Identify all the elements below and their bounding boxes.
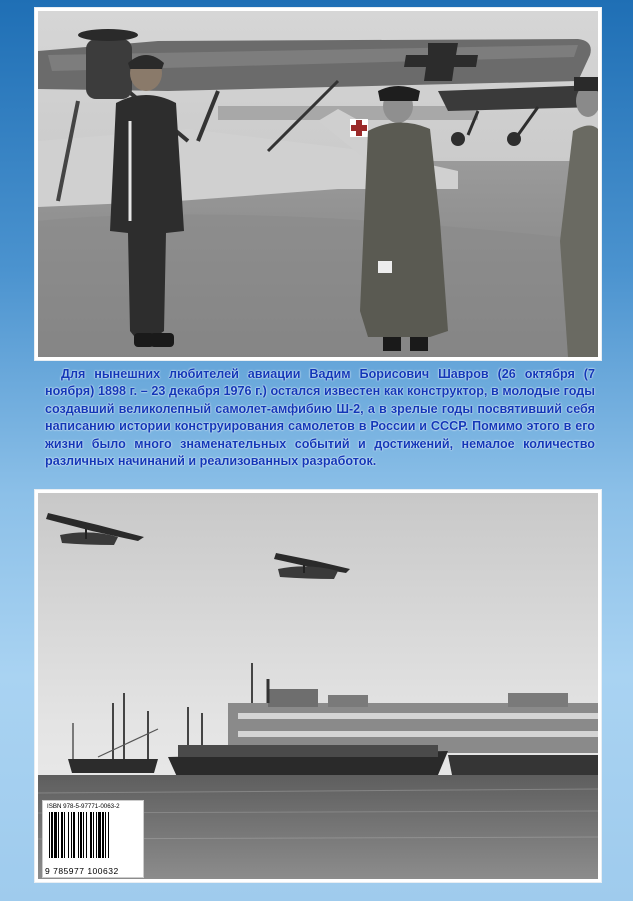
barcode-bar xyxy=(86,812,87,858)
barcode-digits: 9 785977 100632 xyxy=(45,866,119,876)
caption-text: Для нынешних любителей авиации Вадим Борисович Шавров (26 октября (7 ноября) 1898 г. – 23 декабря 1976 г.) остался известен как конструктор, в молодые годы создавший великолепный самолет-амфибию Ш-2, а в зрелые годы посвятивший себя написанию истории конструирования самолетов в России и СССР. Помимо этого в его жизни было много знаменательных событий и достижений, немалое количество различных начинаний и реализованных разработок. xyxy=(45,367,595,469)
barcode-bar xyxy=(64,812,65,858)
isbn-barcode-block xyxy=(42,800,144,878)
barcode-bar xyxy=(108,812,109,858)
barcode-bar xyxy=(54,812,57,858)
barcode-bar xyxy=(78,812,79,858)
barcode-bar xyxy=(73,812,75,858)
barcode-bar xyxy=(102,812,104,858)
barcode-bar xyxy=(90,812,92,858)
barcode-bar xyxy=(83,812,84,858)
barcode-icon xyxy=(47,812,139,864)
top-photo-frame xyxy=(35,8,601,360)
top-photo-aircraft-officers xyxy=(38,11,598,357)
barcode-bar xyxy=(49,812,50,858)
barcode-bar xyxy=(105,812,106,858)
barcode-bar xyxy=(58,812,59,858)
barcode-bar xyxy=(96,812,97,858)
barcode-bar xyxy=(68,812,69,858)
isbn-label: ISBN 978-5-97771-0063-2 xyxy=(47,803,120,810)
barcode-bar xyxy=(98,812,101,858)
barcode-bar xyxy=(61,812,63,858)
barcode-bar xyxy=(80,812,82,858)
barcode-bar xyxy=(71,812,72,858)
barcode-bar xyxy=(93,812,94,858)
barcode-bar xyxy=(51,812,53,858)
